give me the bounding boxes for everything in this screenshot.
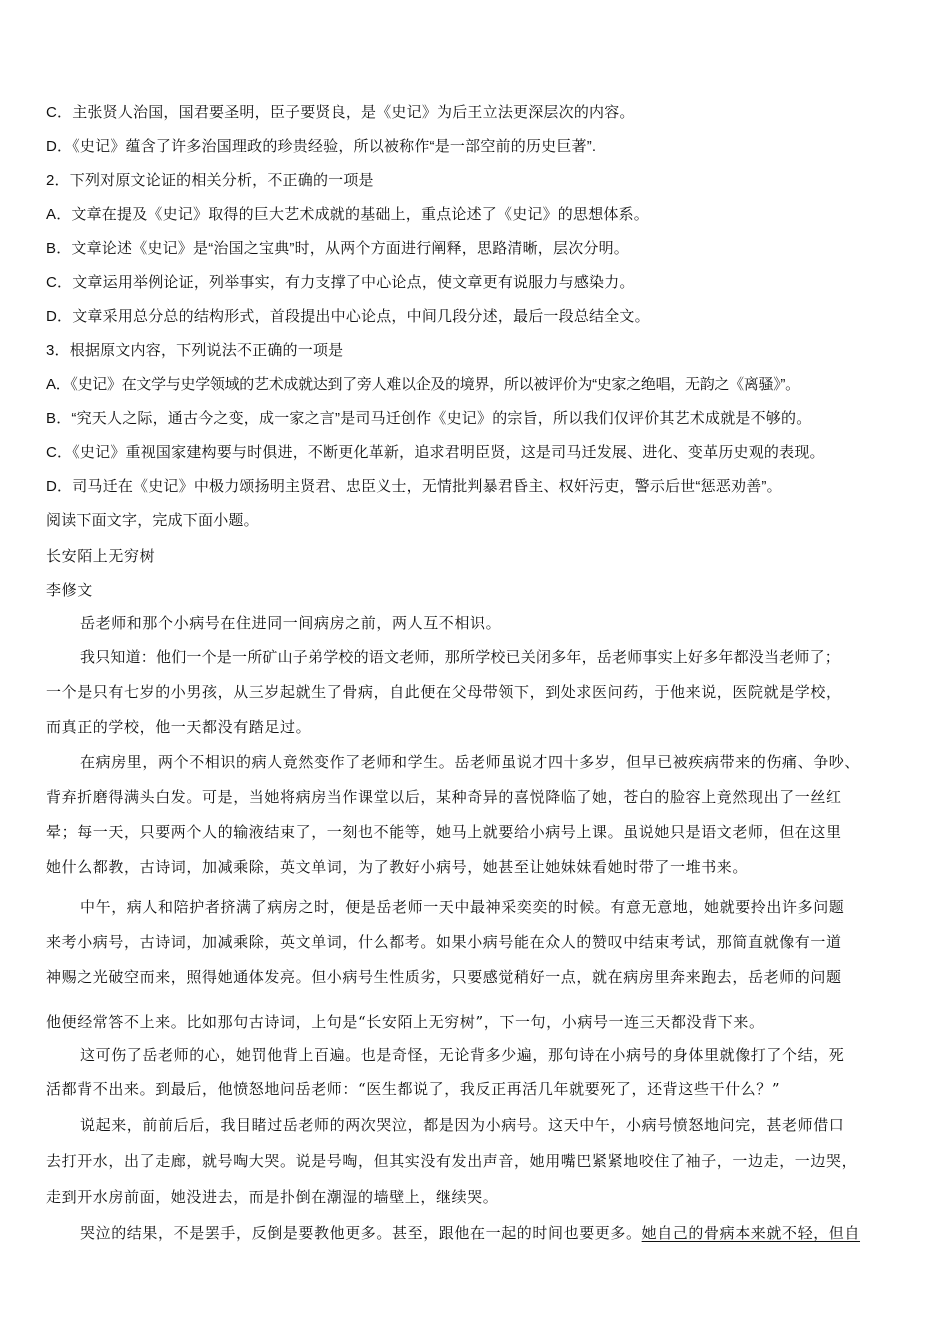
story-line: 岳老师和那个小病号在住进同一间病房之前，两人互不相识。 xyxy=(80,614,502,632)
story-line: 神赐之光破空而来，照得她通体发亮。但小病号生性质劣，只要感觉稍好一点，就在病房里奔来跑去，岳老师的问题 xyxy=(46,968,842,986)
q1-option-d: D．《史记》蕴含了许多治国理政的珍贵经验，所以被称作“是一部空前的历史巨著”. xyxy=(46,138,597,155)
story-line: 在病房里，两个不相识的病人竟然变作了老师和学生。岳老师虽说才四十多岁，但早已被疾病带来的伤痛、争吵、 xyxy=(80,753,861,771)
q3-option-c: C．《史记》重视国家建构要与时俱进，不断更化革新，追求君明臣贤，这是司马迁发展、进化、变革历史观的表现。 xyxy=(46,444,825,461)
q2-option-d: D．文章采用总分总的结构形式，首段提出中心论点，中间几段分述，最后一段总结全文。 xyxy=(46,308,650,325)
story-last-line xyxy=(80,1223,950,1243)
q2-stem: 2．下列对原文论证的相关分析，不正确的一项是 xyxy=(46,172,374,189)
q3-option-a: A．《史记》在文学与史学领域的艺术成就达到了旁人难以企及的境界，所以被评价为“史家之绝唱，无韵之《离骚》”。 xyxy=(46,376,800,393)
story-line: 活都背不出来。到最后，他愤怒地问岳老师：“医生都说了，我反正再活几年就要死了，还背这些干什么？” xyxy=(46,1080,781,1098)
q1-option-c: C．主张贤人治国，国君要圣明，臣子要贤良，是《史记》为后王立法更深层次的内容。 xyxy=(46,104,635,121)
story-line: 而真正的学校，他一天都没有踏足过。 xyxy=(46,718,312,736)
q3-option-b: B．“究天人之际，通古今之变，成一家之言”是司马迁创作《史记》的宗旨，所以我们仅评价其艺术成就是不够的。 xyxy=(46,410,812,427)
story-line: 来考小病号，古诗词，加减乘除，英文单词，什么都考。如果小病号能在众人的赞叹中结束考试，那简直就像有一道 xyxy=(46,933,842,951)
story-line: 背弃折磨得满头白发。可是，当她将病房当作课堂以后，某种奇异的喜悦降临了她，苍白的脸容上竟然现出了一丝红 xyxy=(46,788,842,806)
q3-option-d: D．司马迁在《史记》中极力颂扬明主贤君、忠臣义士，无情批判暴君昏主、权奸污吏，警示后世“惩恶劝善”。 xyxy=(46,478,782,495)
story-text: 哭泣的结果，不是罢手，反倒是要教他更多。甚至，跟他在一起的时间也要更多。 xyxy=(80,1224,642,1242)
q2-option-c: C．文章运用举例论证，列举事实，有力支撑了中心论点，使文章更有说服力与感染力。 xyxy=(46,274,635,291)
story-line: 中午，病人和陪护者挤满了病房之时，便是岳老师一天中最神采奕奕的时候。有意无意地，她就要拎出许多问题 xyxy=(80,898,845,916)
story-line: 说起来，前前后后，我目睹过岳老师的两次哭泣，都是因为小病号。这天中午，小病号愤怒地问完，甚老师借口 xyxy=(80,1116,845,1134)
reading-instruction: 阅读下面文字，完成下面小题。 xyxy=(46,512,259,529)
q3-stem: 3．根据原文内容，下列说法不正确的一项是 xyxy=(46,342,344,359)
q2-option-b: B．文章论述《史记》是“治国之宝典”时，从两个方面进行阐释，思路清晰，层次分明。 xyxy=(46,240,629,257)
story-line: 晕；每一天，只要两个人的输液结束了，一刻也不能等，她马上就要给小病号上课。虽说她只是语文老师，但在这里 xyxy=(46,823,842,841)
story-line: 他便经常答不上来。比如那句古诗词，上句是“长安陌上无穷树”，下一句，小病号一连三天都没背下来。 xyxy=(46,1013,765,1031)
story-line: 她什么都教，古诗词，加减乘除，英文单词，为了教好小病号，她甚至让她妹妹看她时带了一堆书来。 xyxy=(46,858,749,876)
underlined-passage: 她自己的骨病本来就不轻，但自 xyxy=(641,1224,861,1242)
story-line: 一个是只有七岁的小男孩，从三岁起就生了骨病，自此便在父母带领下，到处求医问药，于他来说，医院就是学校， xyxy=(46,683,842,701)
reading-author: 李修文 xyxy=(46,581,93,599)
reading-title: 长安陌上无穷树 xyxy=(46,547,156,565)
story-line: 走到开水房前面，她没进去，而是扑倒在潮湿的墙壁上，继续哭。 xyxy=(46,1188,499,1206)
story-line: 我只知道：他们一个是一所矿山子弟学校的语文老师，那所学校已关闭多年，岳老师事实上好多年都没当老师了； xyxy=(80,648,841,666)
q2-option-a: A．文章在提及《史记》取得的巨大艺术成就的基础上，重点论述了《史记》的思想体系。 xyxy=(46,206,650,223)
story-line: 去打开水，出了走廊，就号啕大哭。说是号啕，但其实没有发出声音，她用嘴巴紧紧地咬住了袖子，一边走，一边哭， xyxy=(46,1152,858,1170)
story-line: 这可伤了岳老师的心，她罚他背上百遍。也是奇怪，无论背多少遍，那句诗在小病号的身体里就像打了个结，死 xyxy=(80,1046,845,1064)
